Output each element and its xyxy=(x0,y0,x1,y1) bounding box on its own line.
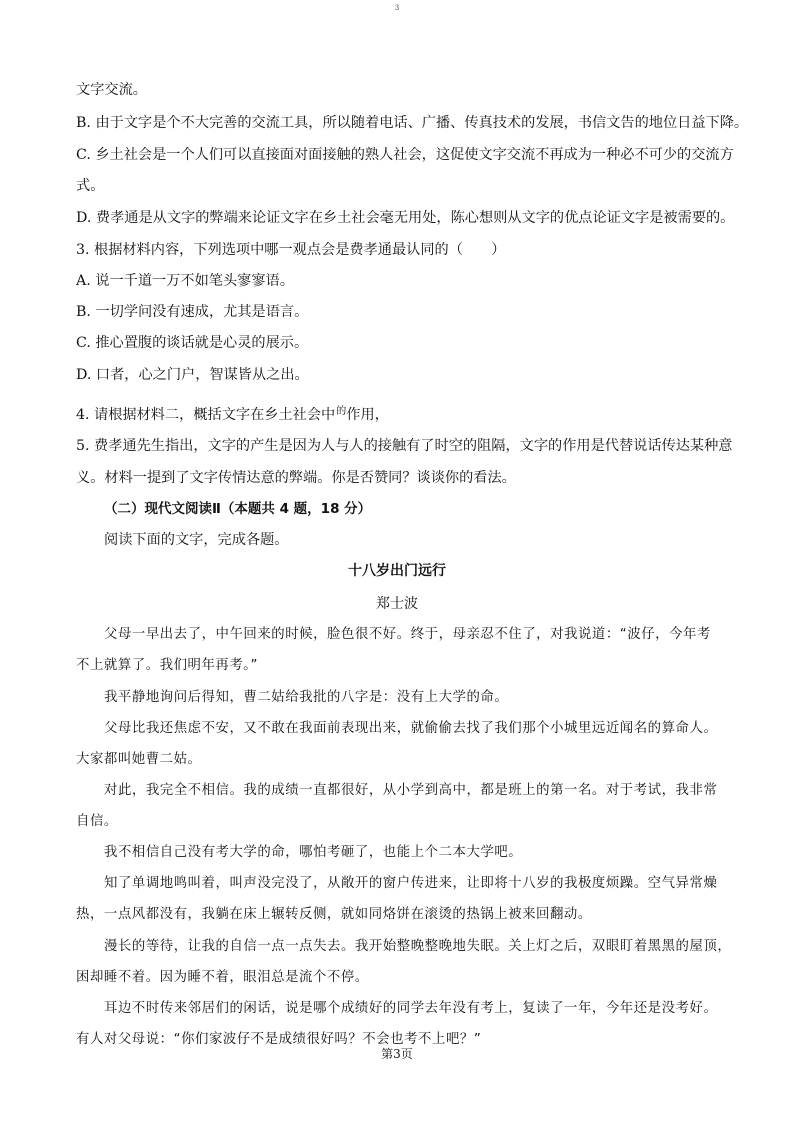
option-b-text: B. 由于文字是个不大完善的交流工具，所以随着电话、广播、传真技术的发展，书信文告的地位日益下降。 xyxy=(76,115,749,131)
story-author: 郑士波 xyxy=(376,596,418,612)
story-line: 对此，我完全不相信。我的成绩一直都很好，从小学到高中，都是班上的第一名。对于考试，我非常 xyxy=(104,783,718,798)
story-line: 我平静地询问后得知，曹二姑给我批的八字是：没有上大学的命。 xyxy=(104,690,509,705)
text-line: 文字交流。 xyxy=(76,82,147,98)
story-line: 困却睡不着。因为睡不着，眼泪总是流个不停。 xyxy=(76,970,369,985)
page-mark: 3 xyxy=(394,4,400,12)
question-5-line-2: 义。材料一提到了文字传情达意的弊端。你是否赞同？谈谈你的看法。 xyxy=(76,470,516,486)
story-line: 漫长的等待，让我的自信一点一点失去。我开始整晚整晚地失眠。关上灯之后，双眼盯着黑黑的屋顶， xyxy=(104,939,732,954)
section-heading: （二）现代文阅读Ⅱ（本题共 4 题，18 分） xyxy=(104,501,372,517)
option-d-text: D. 费孝通是从文字的弊端来论证文字在乡土社会毫无用处，陈心想则从文字的优点论证文字是被需要的。 xyxy=(76,210,735,226)
question-4-part-2: 作用， xyxy=(346,407,389,423)
question-3: 3. 根据材料内容，下列选项中哪一观点会是费孝通最认同的（ ） xyxy=(76,242,506,258)
story-line: 父母比我还焦虑不安，又不敢在我面前表现出来，就偷偷去找了我们那个小城里远近闻名的算命人。 xyxy=(104,721,718,736)
story-line: 父母一早出去了，中午回来的时候，脸色很不好。终于，母亲忍不住了，对我说道：“波仔，今年考 xyxy=(104,627,711,642)
choice-c: C. 推心置腹的谈话就是心灵的展示。 xyxy=(76,335,309,351)
text-line: 式。 xyxy=(76,178,105,194)
option-c-text: C. 乡土社会是一个人们可以直接面对面接触的熟人社会，这促使文字交流不再成为一种必不可少的交流方 xyxy=(76,147,734,163)
story-line: 有人对父母说：“你们家波仔不是成绩很好吗？不会也考不上吧？” xyxy=(76,1032,482,1047)
story-title: 十八岁出门远行 xyxy=(348,563,446,579)
story-line: 知了单调地鸣叫着，叫声没完没了，从敞开的窗户传进来，让即将十八岁的我极度烦躁。空气异常燥 xyxy=(104,876,718,891)
story-line: 耳边不时传来邻居们的闲话，说是哪个成绩好的同学去年没有考上，复读了一年，今年还是没考好。 xyxy=(104,1001,718,1016)
question-4 xyxy=(76,402,726,425)
question-4-small-char: 的 xyxy=(336,406,347,417)
question-5-line-1: 5. 费孝通先生指出，文字的产生是因为人与人的接触有了时空的阻隔，文字的作用是代替说话传达某种意 xyxy=(76,438,733,454)
story-line: 大家都叫她曹二姑。 xyxy=(76,752,202,767)
question-4-part-1: 4. 请根据材料二，概括文字在乡土社会中 xyxy=(76,407,336,423)
choice-b: B. 一切学问没有速成，尤其是语言。 xyxy=(76,304,309,320)
reading-instruction: 阅读下面的文字，完成各题。 xyxy=(104,532,289,548)
story-line: 自信。 xyxy=(76,814,118,829)
story-line: 热，一点风都没有，我躺在床上辗转反侧，就如同烙饼在滚烫的热锅上被来回翻动。 xyxy=(76,907,592,922)
story-line: 不上就算了。我们明年再考。” xyxy=(76,658,259,673)
page-number: 第3页 xyxy=(381,1047,413,1061)
story-line: 我不相信自己没有考大学的命，哪怕考砸了，也能上个二本大学吧。 xyxy=(104,845,523,860)
choice-d: D. 口者，心之门户，智谋皆从之出。 xyxy=(76,367,309,383)
choice-a: A. 说一千道一万不如笔头寥寥语。 xyxy=(76,273,294,289)
